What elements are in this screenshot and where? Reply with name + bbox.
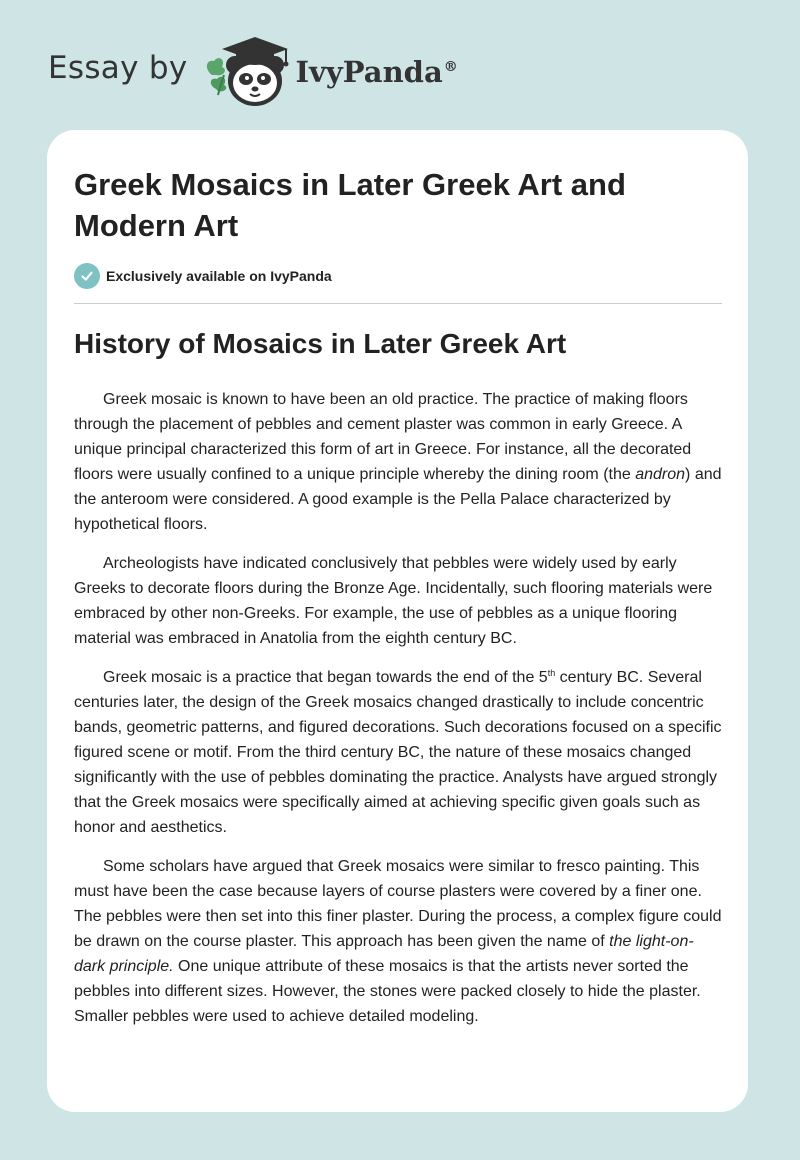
paragraph-2: Archeologists have indicated conclusively that pebbles were widely used by early Greeks to decorate floors during the Bronze Age. Incidentally, such flooring materials were embraced by other non-Greeks. For example, the use of pebbles as a unique flooring material was embraced in Anatolia from the eighth century BC.	[74, 555, 713, 647]
essay-by-label: Essay by	[48, 50, 188, 86]
italic-term: the light-on-dark principle.	[74, 933, 694, 975]
paragraph-text: Greek mosaic is known to have been an old practice. The practice of making floors through the placement of pebbles and cement plaster was common in early Greece. A unique principal characterized this form of art in Greece. For instance, all the decorated floors were usually confined to a unique principle whereby the dining room (the	[74, 391, 692, 483]
registered-mark: ®	[443, 59, 458, 76]
paragraph-4	[74, 854, 724, 1029]
italic-term: andron	[635, 466, 686, 483]
paragraph-1	[74, 387, 724, 537]
paragraph-3	[74, 665, 724, 840]
ordinal-suffix: th	[547, 668, 556, 678]
paragraph-text: Some scholars have argued that Greek mosaics were similar to fresco painting. This must have been the case because layers of course plasters were covered by a finer one. The pebbles were then set into this finer plaster. During the process, a complex figure could be drawn on the course plaster. This approach has been given the name of	[74, 858, 722, 950]
article-body	[74, 387, 724, 1043]
brand-text: IvyPanda	[295, 55, 443, 89]
brand-name[interactable]	[296, 55, 458, 89]
paragraph-text: One unique attribute of these mosaics is that the artists never sorted the pebbles into different sizes. However, the stones were packed closely to hide the plaster. Smaller pebbles were used to achieve detailed modeling.	[74, 958, 701, 1025]
article-title: Greek Mosaics in Later Greek Art and Modern Art	[74, 167, 626, 243]
exclusive-badge	[74, 263, 332, 289]
check-icon	[74, 263, 100, 289]
divider	[74, 303, 722, 304]
exclusive-label: Exclusively available on IvyPanda	[106, 268, 332, 284]
article-card	[47, 130, 748, 1112]
paragraph-text: Greek mosaic is a practice that began towards the end of the 5	[103, 669, 548, 686]
paragraph-text: century BC. Several centuries later, the design of the Greek mosaics changed drastically to include concentric bands, geometric patterns, and figured decorations. Such decorations focused on a specific figured scene or motif. From the third century BC, the nature of these mosaics changed significantly with the use of pebbles dominating the practice. Analysts have argued strongly that the Greek mosaics were specifically aimed at achieving specific given goals such as honor and aesthetics.	[74, 669, 722, 836]
ivy-leaf-icon	[206, 58, 225, 95]
section-heading: History of Mosaics in Later Greek Art	[74, 328, 567, 359]
paragraph-text: ) and the anteroom were considered. A good example is the Pella Palace characterized by hypothetical floors.	[74, 466, 722, 533]
site-header	[48, 26, 458, 116]
panda-logo-icon[interactable]	[202, 29, 290, 113]
